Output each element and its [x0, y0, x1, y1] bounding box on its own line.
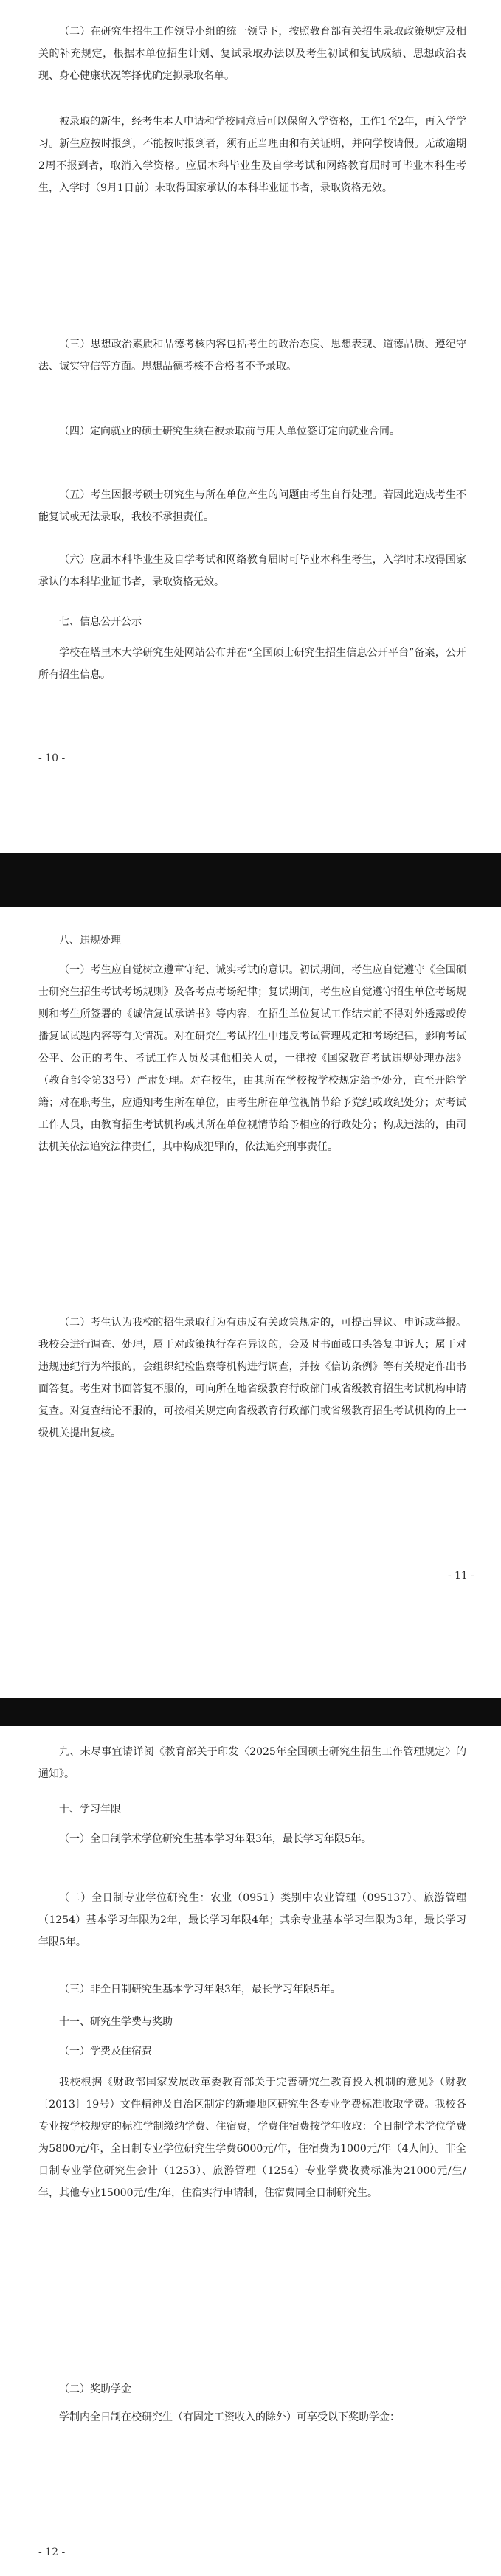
paragraph: 学校在塔里木大学研究生处网站公布并在“全国硕士研究生招生信息公开平台”备案，公开所有招生信息。 [38, 647, 466, 681]
page-number: - 12 - [38, 2546, 66, 2558]
paragraph: （一）考生应自觉树立遵章守纪、诚实考试的意识。初试期间，考生应自觉遵守《全国硕士研究生招生考试考场规则》及各考点考场纪律；复试期间，考生应自觉遵守招生单位考场规则和考生所签署的《诚信复试承诺书》等内容，在招生单位复试工作结束前不得对外透露或传播复试试题内容等有关情况。对在研究生考试招生中违反考试管理规定和考场纪律，影响考试公平、公正的考生、考试工作人员及其他相关人员，一律按《国家教育考试违规处理办法》（教育部令第33号）严肃处理。对在校生，由其所在学校按学校规定给予处分，直至开除学籍；对在职考生，应通知考生所在单位，由考生所在单位视情节给予党纪或政纪处分；对考试工作人员，由教育招生考试机构或其所在单位视情节给予相应的行政处分；构成违法的，由司法机关依法追究法律责任，其中构成犯罪的，依法追究刑事责任。 [38, 964, 466, 1153]
section-heading: 七、信息公开公示 [59, 616, 142, 628]
paragraph: （四）定向就业的硕士研究生须在被录取前与用人单位签订定向就业合同。 [59, 426, 400, 437]
section-heading: 十一、研究生学费与奖助 [59, 2016, 173, 2028]
paragraph: （三）思想政治素质和品德考核内容包括考生的政治态度、思想表现、道德品质、遵纪守法、诚实守信等方面。思想品德考核不合格者不予录取。 [38, 339, 466, 373]
page-separator [0, 853, 501, 907]
document-page-10 [0, 0, 501, 853]
page-number: - 11 - [447, 1570, 474, 1582]
paragraph: 九、未尽事宜请详阅《教育部关于印发〈2025年全国硕士研究生招生工作管理规定〉的通知》。 [38, 1746, 466, 1780]
page-separator [0, 1698, 501, 1726]
section-subheading: （二）奖助学金 [59, 2383, 131, 2395]
page-number: - 10 - [38, 752, 66, 764]
document-page-12 [0, 1726, 501, 2576]
paragraph: （三）非全日制研究生基本学习年限3年，最长学习年限5年。 [59, 1984, 341, 1995]
paragraph: （一）全日制学术学位研究生基本学习年限3年，最长学习年限5年。 [59, 1833, 372, 1845]
paragraph: （五）考生因报考硕士研究生与所在单位产生的问题由考生自行处理。若因此造成考生不能复试或无法录取，我校不承担责任。 [38, 489, 466, 523]
section-heading: 八、违规处理 [59, 935, 121, 946]
section-subheading: （一）学费及住宿费 [59, 2046, 152, 2057]
section-heading: 十、学习年限 [59, 1804, 121, 1815]
paragraph: （二）考生认为我校的招生录取行为有违反有关政策规定的，可提出异议、申诉或举报。我校会进行调查、处理，属于对政策执行存在异议的，会及时书面或口头答复申诉人；属于对违规违纪行为举报的，会组织纪检监察等机构进行调查，并按《信访条例》等有关规定作出书面答复。考生对书面答复不服的，可向所在地省级教育行政部门或省级教育招生考试机构申请复查。对复查结论不服的，可按相关规定向省级教育行政部门或省级教育招生考试机构的上一级机关提出复核。 [38, 1317, 466, 1439]
paragraph: （六）应届本科毕业生及自学考试和网络教育届时可毕业本科生考生，入学时未取得国家承认的本科毕业证书者，录取资格无效。 [38, 554, 466, 588]
document-page-11 [0, 907, 501, 1698]
paragraph: 我校根据《财政部国家发展改革委教育部关于完善研究生教育投入机制的意见》（财教〔2013〕19号）文件精神及自治区制定的新疆地区研究生各专业学费标准收取学费。我校各专业按学校规定的标准学制缴纳学费、住宿费，学费住宿费按学年收取：全日制学术学位学费为5800元/年，全日制专业学位研究生学费6000元/年，住宿费为1000元/年（4人间）。非全日制专业学位研究生会计（1253）、旅游管理（1254）专业学费收费标准为21000元/生/年，其他专业15000元/生/年，住宿实行申请制，住宿费同全日制研究生。 [38, 2077, 466, 2199]
paragraph: 学制内全日制在校研究生（有固定工资收入的除外）可享受以下奖助学金： [59, 2411, 400, 2423]
paragraph: 被录取的新生，经考生本人申请和学校同意后可以保留入学资格，工作1至2年，再入学学习。新生应按时报到，不能按时报到者，须有正当理由和有关证明，并向学校请假。无故逾期2周不报到者，取消入学资格。应届本科毕业生及自学考试和网络教育届时可毕业本科生考生，入学时（9月1日前）未取得国家承认的本科毕业证书者，录取资格无效。 [38, 116, 466, 194]
paragraph: （二）全日制专业学位研究生：农业（0951）类别中农业管理（095137）、旅游管理（1254）基本学习年限为2年，最长学习年限4年；其余专业基本学习年限为3年，最长学习年限5年。 [38, 1892, 466, 1948]
paragraph: （二）在研究生招生工作领导小组的统一领导下，按照教育部有关招生录取政策规定及相关的补充规定，根据本单位招生计划、复试录取办法以及考生初试和复试成绩、思想政治表现、身心健康状况等择优确定拟录取名单。 [38, 26, 466, 82]
